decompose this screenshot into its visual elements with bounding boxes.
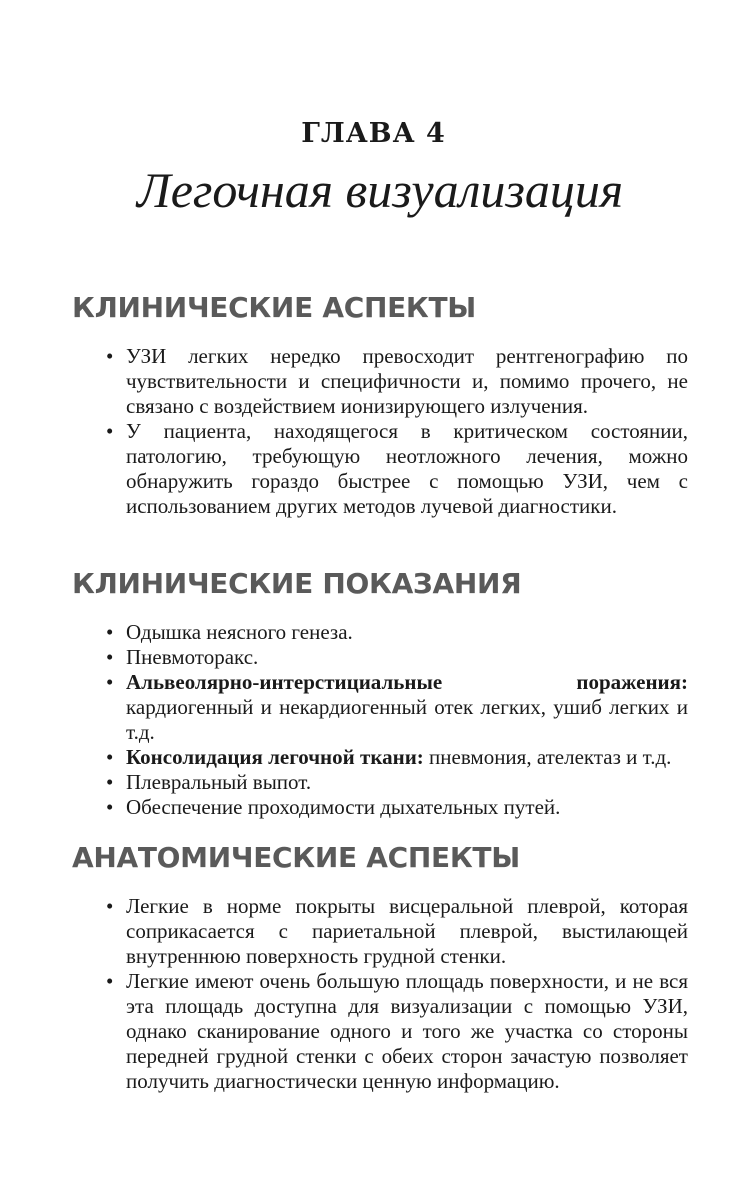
list-item: • Пневмоторакс. xyxy=(126,645,688,670)
list-item: • Одышка неясного генеза. xyxy=(126,620,688,645)
list-item: • Альвеолярно-интерстициальные поражения: кардиогенный и некардиогенный отек легких, ушиб легких и т.д. xyxy=(126,670,688,745)
section-heading: АНАТОМИЧЕСКИЕ АСПЕКТЫ xyxy=(72,841,520,874)
list-item: • УЗИ легких нередко превосходит рентгенографию по чувствительности и специфичности и, помимо прочего, не связано с воздействием ионизирующего излучения. xyxy=(126,344,688,419)
list-item: • У пациента, находящегося в критическом состоянии, патологию, требующую неотложного лечения, можно обнаружить гораздо быстрее с помощью УЗИ, чем с использованием других методов лучевой диагностики. xyxy=(126,419,688,519)
chapter-label: ГЛАВА 4 xyxy=(301,118,446,149)
list-item: • Легкие в норме покрыты висцеральной плеврой, которая соприкасается с париетальной плеврой, выстилающей внутреннюю поверхность грудной стенки. xyxy=(126,894,688,969)
section-heading: КЛИНИЧЕСКИЕ ПОКАЗАНИЯ xyxy=(72,567,522,600)
list-item: • Консолидация легочной ткани: пневмония, ателектаз и т.д. xyxy=(126,745,688,770)
section-clinical-aspects xyxy=(72,290,694,518)
section-anatomical-aspects xyxy=(72,840,694,1093)
bullet-list xyxy=(126,620,688,820)
list-item: • Легкие имеют очень большую площадь поверхности, и не вся эта площадь доступна для визуализации с помощью УЗИ, однако сканирование одного и того же участка со стороны передней грудной стенки с обеих сторон зачастую позволяет получить диагностически ценную информацию. xyxy=(126,969,688,1094)
list-item: • Обеспечение проходимости дыхательных путей. xyxy=(126,795,688,820)
chapter-title: Легочная визуализация xyxy=(136,162,624,218)
bullet-list xyxy=(126,894,688,1094)
section-heading: КЛИНИЧЕСКИЕ АСПЕКТЫ xyxy=(72,291,477,324)
list-item: • Плевральный выпот. xyxy=(126,770,688,795)
section-clinical-indications xyxy=(72,566,694,819)
bullet-list xyxy=(126,344,688,519)
